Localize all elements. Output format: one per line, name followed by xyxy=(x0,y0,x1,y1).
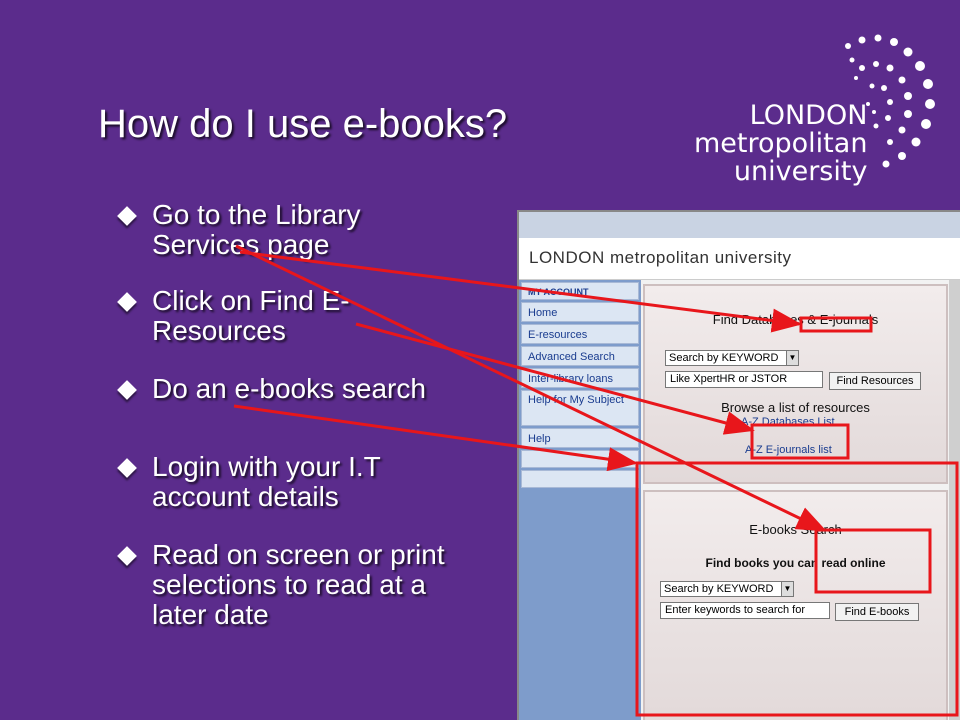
bullet-1-line1: Go to the Library xyxy=(152,199,361,230)
bullet-5-line3: later date xyxy=(152,599,269,630)
bullet-3-line1: Do an e-books search xyxy=(152,373,426,404)
bullet-2-line1: Click on Find E- xyxy=(152,285,350,316)
sidebar-item-e-resources[interactable]: E-resources xyxy=(521,324,639,344)
highlight-box-ejournals xyxy=(801,318,871,331)
sidebar-item-home[interactable]: Home xyxy=(521,302,639,322)
highlight-box-ebooks-online xyxy=(816,530,930,592)
logo-line-3: university xyxy=(733,156,868,187)
chevron-down-icon: ▼ xyxy=(781,582,793,596)
find-resources-button[interactable]: Find Resources xyxy=(829,372,921,390)
logo-line-2: metropolitan xyxy=(694,128,868,159)
ebooks-search-subtitle: Find books you can read online xyxy=(705,556,886,570)
bullet-4-line2: account details xyxy=(152,481,339,512)
ebooks-search-select-value: Search by KEYWORD xyxy=(664,583,774,595)
az-ejournals-link[interactable]: A-Z E-journals list xyxy=(745,444,832,456)
bullet-2-line2: Resources xyxy=(152,315,286,346)
highlight-box-az-ejournals xyxy=(752,425,848,458)
bullet-5-line2: selections to read at a xyxy=(152,569,426,600)
bullet-4-line1: Login with your I.T xyxy=(152,451,381,482)
arrow-find-eresources xyxy=(356,324,752,430)
website-header-title: LONDON metropolitan university xyxy=(529,248,792,267)
ebooks-search-input[interactable]: Enter keywords to search for xyxy=(660,602,830,619)
ebooks-search-title: E-books Search xyxy=(749,522,842,537)
browse-resources-heading: Browse a list of resources xyxy=(721,400,870,415)
az-databases-link[interactable]: A-Z Databases List xyxy=(741,416,835,428)
sidebar-item-help[interactable]: Help xyxy=(521,428,639,448)
sidebar-item-advanced-search[interactable]: Advanced Search xyxy=(521,346,639,366)
highlight-box-ebooks-panel xyxy=(637,463,957,715)
arrow-ebooks-search xyxy=(234,406,635,463)
logo-line-1: LONDON xyxy=(749,100,868,131)
chevron-down-icon: ▼ xyxy=(786,351,798,365)
slide-title: How do I use e-books? xyxy=(98,102,508,146)
find-ebooks-button[interactable]: Find E-books xyxy=(835,603,919,621)
find-databases-select-value: Search by KEYWORD xyxy=(669,352,779,364)
sidebar-item-inter-library-loans[interactable]: Inter-library loans xyxy=(521,368,639,388)
sidebar-item-help-for-my-subject[interactable]: Help for My Subject xyxy=(521,390,639,426)
find-databases-input[interactable]: Like XpertHR or JSTOR xyxy=(665,371,823,388)
bullet-5-line1: Read on screen or print xyxy=(152,539,445,570)
bullet-1-line2: Services page xyxy=(152,229,330,260)
find-databases-title: Find Databases & E-journals xyxy=(712,312,879,327)
sidebar-item-my-account[interactable]: MY ACCOUNT xyxy=(521,282,639,300)
